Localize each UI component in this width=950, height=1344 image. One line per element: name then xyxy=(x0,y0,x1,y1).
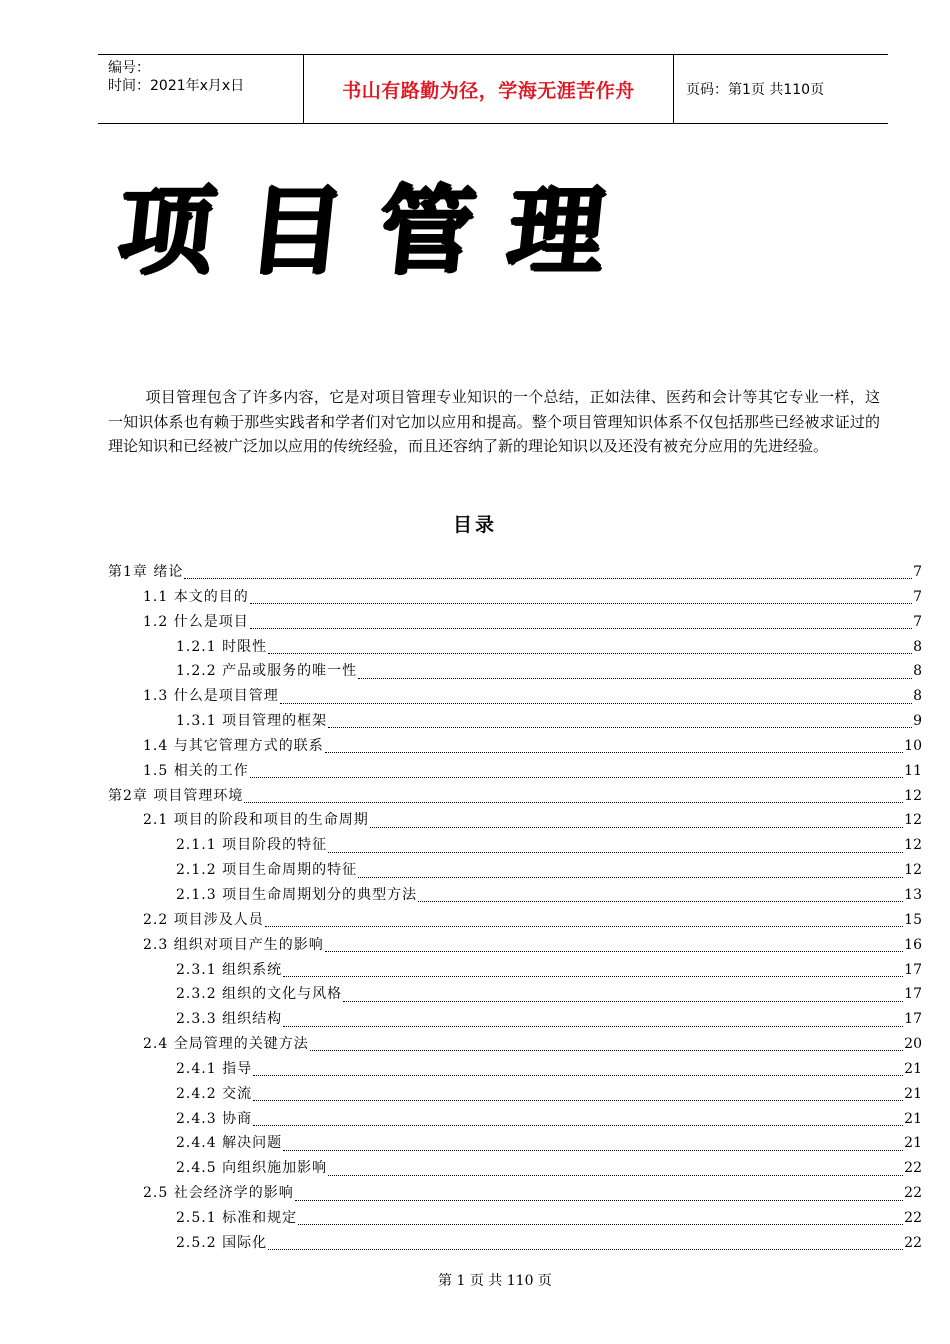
toc-entry[interactable] xyxy=(108,635,922,660)
toc-entry[interactable] xyxy=(108,759,922,784)
toc-leader-dots xyxy=(244,801,903,803)
toc-entry-page: 12 xyxy=(904,812,922,829)
toc-entry-page: 8 xyxy=(913,638,922,655)
toc-entry-page: 21 xyxy=(904,1110,922,1127)
page-footer: 第 1 页 共 110 页 xyxy=(438,1273,552,1289)
toc-entry-page: 17 xyxy=(904,1011,922,1028)
toc-leader-dots xyxy=(250,602,912,604)
toc-entry-title: 1.1 本文的目的 xyxy=(143,588,249,605)
toc-entry-page: 22 xyxy=(904,1209,922,1226)
toc-entry[interactable] xyxy=(108,585,922,610)
toc-entry[interactable] xyxy=(108,958,922,983)
toc-entry-page: 8 xyxy=(913,663,922,680)
toc-entry[interactable] xyxy=(108,1107,922,1132)
toc-entry[interactable] xyxy=(108,1231,922,1256)
toc-entry-title: 1.5 相关的工作 xyxy=(143,762,249,779)
toc-leader-dots xyxy=(310,1049,903,1051)
toc-leader-dots xyxy=(328,1174,903,1176)
toc-entry-title: 2.2 项目涉及人员 xyxy=(143,911,264,928)
toc-entry[interactable] xyxy=(108,1082,922,1107)
toc-leader-dots xyxy=(328,726,912,728)
toc-entry[interactable] xyxy=(108,610,922,635)
toc-entry-title: 2.5.2 国际化 xyxy=(176,1234,268,1251)
toc-entry-page: 22 xyxy=(904,1160,922,1177)
toc-entry-title: 1.2.1 时限性 xyxy=(176,638,268,655)
number-label: 编号： xyxy=(108,60,150,76)
toc-leader-dots xyxy=(184,577,912,579)
toc-leader-dots xyxy=(283,975,903,977)
toc-leader-dots xyxy=(418,900,903,902)
toc-entry[interactable] xyxy=(108,1181,922,1206)
toc-entry-title: 第1章 绪论 xyxy=(108,564,184,580)
toc-entry[interactable] xyxy=(108,1156,922,1181)
toc-entry-page: 7 xyxy=(913,613,922,630)
toc-entry-page: 16 xyxy=(904,936,922,953)
toc-leader-dots xyxy=(325,751,903,753)
toc-entry[interactable] xyxy=(108,933,922,958)
toc-entry-title: 1.2.2 产品或服务的唯一性 xyxy=(176,663,358,680)
toc-entry[interactable] xyxy=(108,560,922,585)
toc-leader-dots xyxy=(253,1099,903,1101)
toc-leader-dots xyxy=(280,702,912,704)
toc-entry-page: 22 xyxy=(904,1234,922,1251)
toc-entry-title: 2.5.1 标准和规定 xyxy=(176,1209,298,1226)
toc-leader-dots xyxy=(295,1199,903,1201)
toc-entry-title: 2.4 全局管理的关键方法 xyxy=(143,1036,309,1053)
toc-leader-dots xyxy=(250,627,912,629)
toc-entry-page: 12 xyxy=(904,787,922,804)
toc-entry-title: 2.3.1 组织系统 xyxy=(176,961,283,978)
toc-entry-page: 17 xyxy=(904,961,922,978)
toc-entry-title: 2.3.3 组织结构 xyxy=(176,1011,283,1028)
toc-entry[interactable] xyxy=(108,784,922,809)
time-label: 时间：2021年x月x日 xyxy=(108,78,245,94)
toc-leader-dots xyxy=(358,677,912,679)
toc-leader-dots xyxy=(250,776,903,778)
toc-entry-page: 8 xyxy=(913,688,922,705)
header-motto-cell xyxy=(304,55,674,123)
toc-entry-page: 12 xyxy=(904,862,922,879)
toc-entry[interactable] xyxy=(108,833,922,858)
toc-leader-dots xyxy=(298,1223,903,1225)
toc-entry-title: 2.5 社会经济学的影响 xyxy=(143,1185,294,1202)
toc-entry-title: 2.4.5 向组织施加影响 xyxy=(176,1160,328,1177)
toc-entry[interactable] xyxy=(108,1131,922,1156)
toc-entry-page: 11 xyxy=(904,762,922,779)
toc-entry-page: 12 xyxy=(904,837,922,854)
toc-leader-dots xyxy=(253,1124,903,1126)
toc-entry-title: 2.3 组织对项目产生的影响 xyxy=(143,936,324,953)
toc-entry-page: 7 xyxy=(913,588,922,605)
toc-entry-page: 10 xyxy=(904,737,922,754)
toc-entry[interactable] xyxy=(108,1057,922,1082)
header-page-info: 页码：第1页 共110页 xyxy=(686,82,825,98)
header-motto: 书山有路勤为径，学海无涯苦作舟 xyxy=(342,79,635,102)
toc-entry[interactable] xyxy=(108,684,922,709)
toc-entry-page: 13 xyxy=(904,886,922,903)
header-meta xyxy=(98,55,304,123)
toc-entry-title: 2.1.2 项目生命周期的特征 xyxy=(176,862,358,879)
toc-entry[interactable] xyxy=(108,808,922,833)
toc-entry-title: 1.4 与其它管理方式的联系 xyxy=(143,737,324,754)
toc-entry[interactable] xyxy=(108,982,922,1007)
toc-heading: 目录 xyxy=(452,514,497,536)
intro-paragraph: 项目管理包含了许多内容，它是对项目管理专业知识的一个总结，正如法律、医药和会计等其它专业一样，这一知识体系也有赖于那些实践者和学者们对它加以应用和提高。整个项目管理知识体系不仅包括那些已经被求证过的理论知识和已经被广泛加以应用的传统经验，而且还容纳了新的理论知识以及还没有被充分应用的先进经验。 xyxy=(108,388,880,455)
toc-entry[interactable] xyxy=(108,1206,922,1231)
toc-leader-dots xyxy=(325,950,903,952)
toc-leader-dots xyxy=(265,925,903,927)
toc-leader-dots xyxy=(268,652,912,654)
toc-entry-title: 2.4.1 指导 xyxy=(176,1060,253,1077)
toc-entry[interactable] xyxy=(108,908,922,933)
toc-entry-title: 1.3.1 项目管理的框架 xyxy=(176,713,328,730)
toc-entry-title: 第2章 项目管理环境 xyxy=(108,787,244,804)
toc-entry-page: 21 xyxy=(904,1135,922,1152)
toc-entry-page: 9 xyxy=(913,713,922,730)
toc-entry-page: 20 xyxy=(904,1036,922,1053)
toc-leader-dots xyxy=(253,1074,903,1076)
toc-leader-dots xyxy=(358,876,903,878)
toc-entry[interactable] xyxy=(108,659,922,684)
toc-leader-dots xyxy=(283,1025,903,1027)
toc-entry-page: 21 xyxy=(904,1060,922,1077)
toc-entry-title: 2.3.2 组织的文化与风格 xyxy=(176,986,343,1003)
toc-entry-page: 17 xyxy=(904,986,922,1003)
toc-entry-page: 21 xyxy=(904,1085,922,1102)
toc-entry-page: 15 xyxy=(904,911,922,928)
toc-entry-page: 22 xyxy=(904,1185,922,1202)
toc-entry[interactable] xyxy=(108,734,922,759)
toc-leader-dots xyxy=(328,851,903,853)
toc-leader-dots xyxy=(268,1248,903,1250)
toc-entry-page: 7 xyxy=(913,564,922,580)
toc-entry[interactable] xyxy=(108,1032,922,1057)
toc-leader-dots xyxy=(343,1000,903,1002)
toc-entry-title: 2.4.3 协商 xyxy=(176,1110,253,1127)
toc-entry-title: 2.1.3 项目生命周期划分的典型方法 xyxy=(176,886,418,903)
toc-entry-title: 2.4.4 解决问题 xyxy=(176,1135,283,1152)
toc-entry-title: 2.4.2 交流 xyxy=(176,1085,253,1102)
toc-entry-title: 2.1.1 项目阶段的特征 xyxy=(176,837,328,854)
toc-entry[interactable] xyxy=(108,883,922,908)
toc-leader-dots xyxy=(283,1149,903,1151)
toc-entry[interactable] xyxy=(108,858,922,883)
toc-entry-title: 2.1 项目的阶段和项目的生命周期 xyxy=(143,812,369,829)
document-title: 项目管理 xyxy=(112,175,644,287)
toc-entry-title: 1.3 什么是项目管理 xyxy=(143,688,279,705)
toc-entry[interactable] xyxy=(108,709,922,734)
page-header xyxy=(98,54,888,124)
toc-entry-title: 1.2 什么是项目 xyxy=(143,613,249,630)
toc-leader-dots xyxy=(370,826,903,828)
toc-entry[interactable] xyxy=(108,1007,922,1032)
table-of-contents xyxy=(108,560,922,1256)
